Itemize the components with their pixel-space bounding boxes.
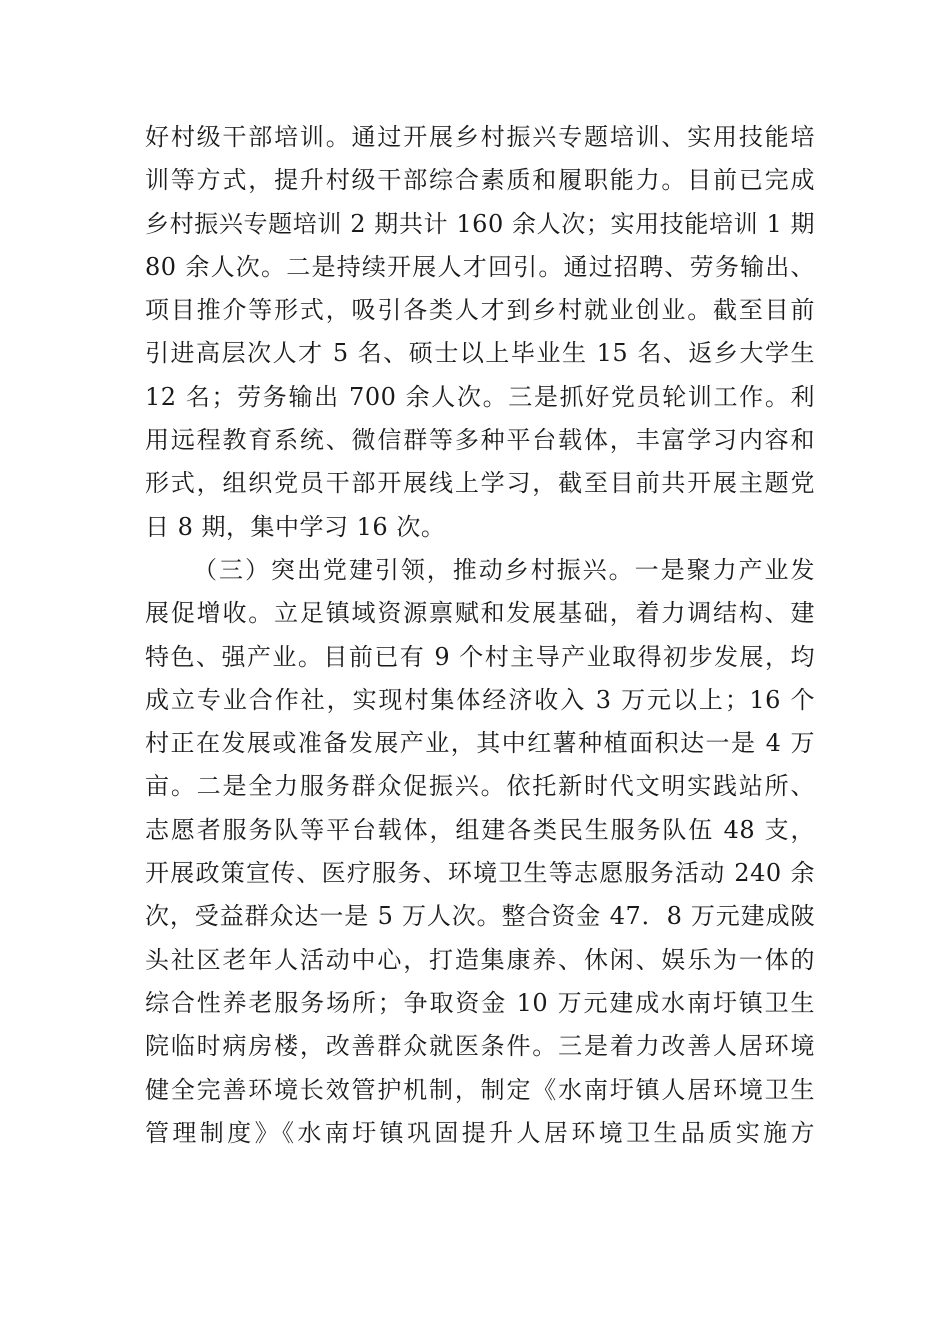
text-line: 管理制度》《水南圩镇巩固提升人居环境卫生品质实施方 — [145, 1118, 815, 1147]
text-line: 引进高层次人才 5 名、硕士以上毕业生 15 名、返乡大学生 — [145, 339, 815, 368]
text-line: 村正在发展或准备发展产业，其中红薯种植面积达一是 4 万 — [145, 729, 815, 758]
text-line: 综合性养老服务场所；争取资金 10 万元建成水南圩镇卫生 — [145, 988, 815, 1017]
text-line: 特色、强产业。目前已有 9 个村主导产业取得初步发展，均 — [145, 642, 815, 671]
text-line: 头社区老年人活动中心，打造集康养、休闲、娱乐为一体的 — [145, 945, 815, 974]
text-line: 好村级干部培训。通过开展乡村振兴专题培训、实用技能培 — [145, 123, 815, 151]
text-line: 健全完善环境长效管护机制，制定《水南圩镇人居环境卫生 — [145, 1075, 815, 1104]
body-text — [145, 116, 815, 1155]
text-line: 项目推介等形式，吸引各类人才到乡村就业创业。截至目前 — [145, 296, 815, 325]
text-line: 展促增收。立足镇域资源禀赋和发展基础，着力调结构、建 — [145, 599, 815, 628]
text-line: 志愿者服务队等平台载体，组建各类民生服务队伍 48 支， — [145, 815, 815, 844]
text-line: 乡村振兴专题培训 2 期共计 160 余人次；实用技能培训 1 期 — [145, 209, 815, 238]
text-line: 12 名；劳务输出 700 余人次。三是抓好党员轮训工作。利 — [145, 382, 815, 411]
text-line: 80 余人次。二是持续开展人才回引。通过招聘、劳务输出、 — [145, 252, 815, 281]
paragraph-end-line: 日 8 期，集中学习 16 次。 — [145, 512, 446, 541]
section-heading-line: （三）突出党建引领，推动乡村振兴。一是聚力产业发 — [193, 555, 815, 584]
text-line: 院临时病房楼，改善群众就医条件。三是着力改善人居环境 — [145, 1032, 815, 1061]
text-line: 训等方式，提升村级干部综合素质和履职能力。目前已完成 — [145, 166, 815, 195]
text-line: 形式，组织党员干部开展线上学习，截至目前共开展主题党 — [145, 469, 815, 498]
text-line: 用远程教育系统、微信群等多种平台载体，丰富学习内容和 — [145, 426, 815, 455]
text-line: 开展政策宣传、医疗服务、环境卫生等志愿服务活动 240 余 — [145, 859, 815, 888]
text-line: 成立专业合作社，实现村集体经济收入 3 万元以上；16 个 — [145, 685, 815, 714]
text-line: 亩。二是全力服务群众促振兴。依托新时代文明实践站所、 — [145, 772, 815, 801]
text-line: 次，受益群众达一是 5 万人次。整合资金 47．8 万元建成陂 — [145, 902, 815, 931]
